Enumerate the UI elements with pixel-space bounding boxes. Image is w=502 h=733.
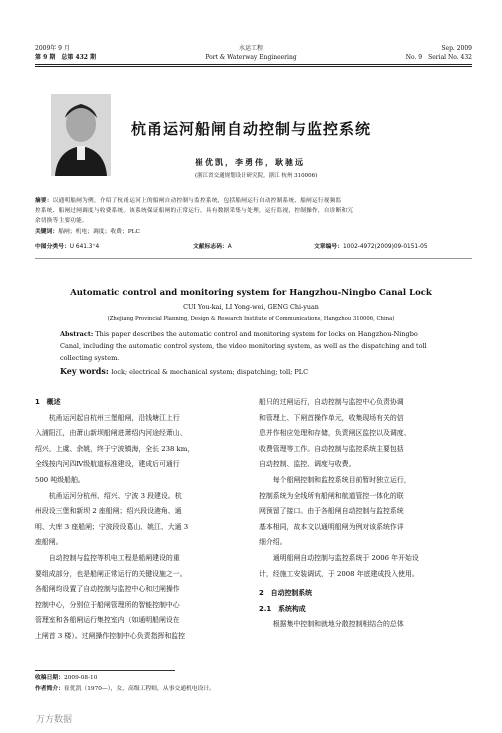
header-issue-en: No. 9 Serial No. 432	[405, 54, 472, 61]
received-label: 收稿日期：	[35, 675, 64, 681]
doc-label: 文献标志码：	[193, 244, 228, 250]
received-date: 2009-08-10	[64, 675, 98, 681]
header-journal-cn: 水运工程	[238, 45, 263, 52]
article-number	[314, 243, 428, 251]
abstract-cn-line: 控系统、船闸过闸调度与收费系统。该系统保证船闸的正常运行，具有数据采集与处理，运行监视，控制操作，自诊断和冗	[35, 208, 354, 214]
art-label: 文章编号：	[314, 244, 343, 250]
header-issue-cn: 第 9 期 总第 432 期	[35, 54, 97, 61]
keywords-cn	[35, 228, 140, 236]
clc-number	[35, 243, 99, 251]
abstract-cn	[35, 196, 472, 226]
header-journal-en: Port & Waterway Engineering	[205, 54, 297, 61]
right-column	[259, 395, 472, 633]
keywords-cn-text: 船闸；机电；调度；收费；PLC	[58, 229, 140, 235]
header-date-en: Sep. 2009	[441, 45, 472, 52]
abstract-en-label: Abstract:	[60, 330, 94, 338]
watermark: 万方数据	[36, 715, 73, 725]
abstract-en-line: This paper describes the automatic control and monitoring system for locks on Hangzhou-Ningbo	[95, 330, 418, 338]
keywords-en	[60, 366, 308, 376]
clc-value: U 641.3⁺4	[69, 244, 100, 250]
doc-value: A	[227, 244, 232, 250]
authors-en: CUI You-kai, LI Yong-wei, GENG Chi-yuan	[183, 303, 319, 311]
footnote-rule	[35, 670, 175, 671]
divider-rule	[35, 258, 472, 259]
section-heading-2: 2 自动控制系统	[259, 589, 313, 598]
paragraph: 自动控制与监控等机电工程是船闸建设的重 要组成部分，也是船闸正常运行的关键设施之一。 各船闸均设置了自动控制与监控中心和过闸操作 控制中心，分别位于船闸管理所的智能控制中心 管理室和各船闸运行集控室内（如通明船闸设在 上闸首 3 楼）。过闸操作控制中心负责指挥和监控	[35, 553, 187, 640]
paper-title-en: Automatic control and monitoring system for Hangzhou-Ningbo Canal Lock	[70, 288, 432, 298]
section-heading-1: 1 概述	[35, 398, 61, 406]
paragraph: 船只的过闸运行，自动控制与监控中心负责协调 和管理上、下闸首操作单元，收集现场有关的信 息并作相应处理和存储，负责闸区监控以及调度、 收费管理等工作。自动控制与监控系统主要包括 自动控制、监控、调度与收费。	[259, 398, 411, 469]
paragraph: 每个船闸控制和监控系统目前暂时独立运行， 控制系统为全线所有船闸和航道管控一体化的联 网预留了接口。由于各船闸自动控制与监控系统 基本相同，故本文以通明船闸为例对该系统作详 细介绍。	[259, 475, 411, 547]
abstract-cn-line: 以通明船闸为例，介绍了杭甬运河上的船闸自动控制与监控系统，包括船闸运行自动控制系统、船闸运行视频监	[52, 198, 342, 204]
abstract-en-line: Canal, including the automatic control system, the video monitoring system, as well as the dispatching and toll	[60, 342, 427, 350]
affiliation-cn: (浙江省交通规划设计研究院，浙江 杭州 310006)	[195, 173, 318, 179]
paragraph: 杭甬运河起自杭州三堡船闸，沿钱塘江上行 入浦阳江，由萧山新坝船闸进萧绍内河途经萧山、 绍兴、上虞、余姚，终于宁波镇海，全长 238 km， 全线按内河四Ⅳ级航道标准建设，建成后可通行 500 吨级船舶。	[35, 413, 195, 484]
clc-label: 中图分类号：	[35, 244, 70, 250]
abstract-en-line: collecting system.	[60, 354, 120, 362]
doc-code	[193, 243, 232, 251]
paragraph: 通明船闸自动控制与监控系统于 2006 年开始设 计，经施工安装调试，于 2008 年底建成投入使用。	[259, 553, 419, 578]
keywords-en-label: Key words:	[60, 366, 109, 376]
paper-title-cn: 杭甬运河船闸自动控制与监控系统	[130, 120, 371, 138]
art-value: 1002-4972(2009)09-0151-05	[343, 244, 428, 250]
bio-text: 崔优凯（1970—），女，高级工程师，从事交通机电设计。	[64, 686, 215, 692]
subsection-heading-2-1: 2.1 系统构成	[259, 604, 306, 613]
affiliation-en: (Zhejiang Provincial Planning, Design & Research Institute of Communications, Hangzhou 310006, China)	[107, 316, 395, 322]
keywords-cn-label: 关键词：	[35, 229, 59, 235]
header-date-cn: 2009年 9 月	[35, 45, 70, 52]
authors-cn: 崔优凯，李勇伟，耿驰远	[195, 157, 305, 167]
footnote-bio	[35, 685, 215, 693]
header-rule-thin	[35, 66, 472, 67]
abstract-en	[60, 328, 473, 364]
paragraph: 杭甬运河分杭州、绍兴、宁波 3 段建设。杭 州段设三堡和新坝 2 座船闸；绍兴段设港角、通 明、大库 3 座船闸；宁波段设葛山、姚江、大通 3 座船闸。	[35, 491, 189, 547]
abstract-cn-label: 摘要：	[35, 198, 53, 204]
abstract-cn-line: 余切换等主要功能。	[35, 218, 89, 224]
footnote-received	[35, 674, 97, 682]
keywords-en-text: lock; electrical & mechanical system; dispatching; toll; PLC	[111, 368, 309, 376]
bio-label: 作者简介：	[35, 686, 64, 692]
header-rule	[35, 64, 472, 65]
left-column	[35, 395, 241, 645]
paragraph: 根据集中控制和就地分散控制相结合的总体	[272, 620, 404, 629]
